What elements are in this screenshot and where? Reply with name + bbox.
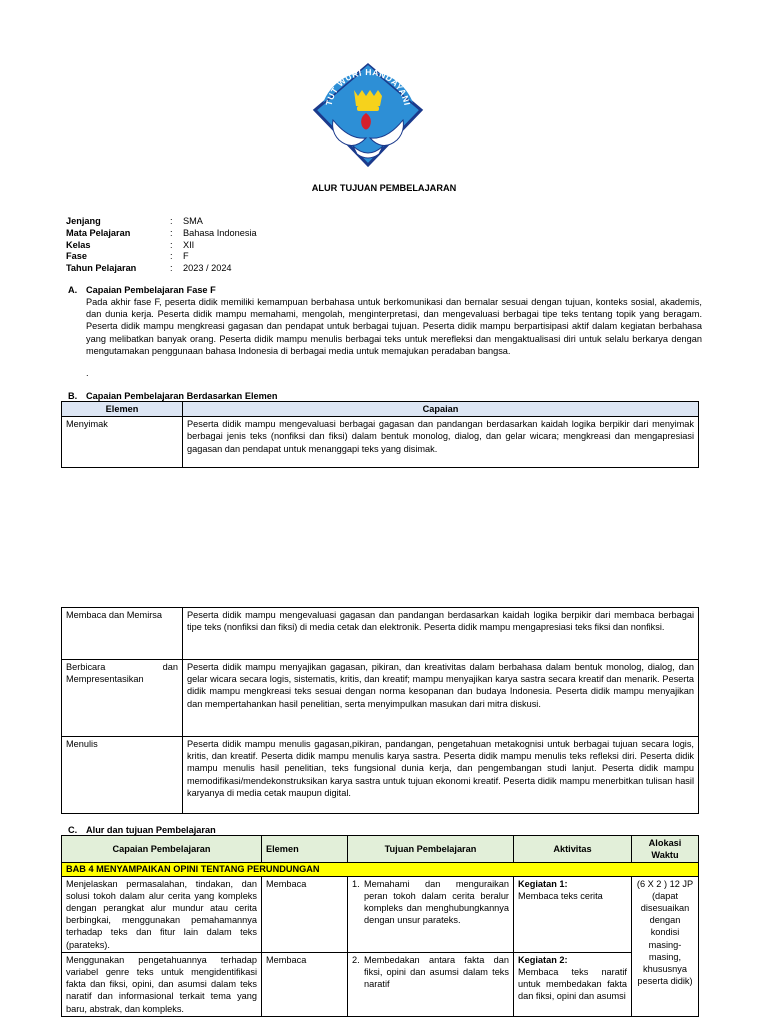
identity-colon: : xyxy=(170,263,173,274)
table-header-row xyxy=(62,402,699,417)
identity-row-mapel xyxy=(66,227,257,239)
identity-value: F xyxy=(183,251,189,262)
section-number: B. xyxy=(68,391,78,401)
elemen-cell: Menyimak xyxy=(62,417,183,468)
section-a-heading xyxy=(68,284,216,296)
aktivitas-text: Membaca teks cerita xyxy=(518,890,603,901)
capaian-elemen-table-continued xyxy=(61,607,699,814)
tut-wuri-handayani-logo xyxy=(309,60,427,170)
table-row xyxy=(62,417,699,468)
capaian-cell: Peserta didik mampu menulis gagasan,pikiran, pandangan, pengetahuan metakognisi untuk berbagai tujuan secara logis, kritis, dan kreatif. Peserta didik mampu menulis karya sastra. Peserta didik mampu menulis teks refleksi diri. Peserta didik mampu menulis hasil penelitian, teks fungsional dunia kerja, dan pengembangan studi lanjut. Peserta didik mampu memodifikasi/mendekonstruksikan karya sastra untuk tujuan ekonomi kreatif. Peserta didik mampu menerbitkan tulisan hasil karyanya di media cetak maupun digital. xyxy=(183,737,699,814)
identity-value: 2023 / 2024 xyxy=(183,263,232,274)
identity-value: Bahasa Indonesia xyxy=(183,227,257,238)
kegiatan-label: Kegiatan 1: xyxy=(518,878,568,889)
identity-key: Jenjang xyxy=(66,216,101,226)
section-title: Capaian Pembelajaran Fase F xyxy=(86,285,216,295)
identity-colon: : xyxy=(170,239,173,250)
identity-colon: : xyxy=(170,227,173,238)
section-number: A. xyxy=(68,285,78,295)
aktivitas-cell xyxy=(514,952,632,1016)
column-header-alokasi: Alokasi Waktu xyxy=(632,836,699,863)
identity-key: Tahun Pelajaran xyxy=(66,263,137,274)
elemen-cell: Membaca xyxy=(262,952,348,1016)
section-title: Capaian Pembelajaran Berdasarkan Elemen xyxy=(86,391,278,401)
chapter-title: BAB 4 MENYAMPAIKAN OPINI TENTANG PERUNDUNGAN xyxy=(62,863,699,876)
section-a-trailing-dot: . xyxy=(86,368,89,378)
tujuan-item xyxy=(352,954,509,991)
section-title: Alur dan tujuan Pembelajaran xyxy=(86,825,216,835)
tujuan-item xyxy=(352,878,509,927)
capaian-cell: Peserta didik mampu menyajikan gagasan, pikiran, dan kreativitas dalam berbahasa dalam bentuk monolog, dialog, dan gelar wicara secara logis, sistematis, kritis, dan kreatif; mampu menyajikan karya sastra secara kreatif dan menarik. Peserta didik mampu mengkreasi teks sesuai dengan norma kesopanan dan budaya Indonesia. Peserta didik mampu menyajikan dan mempertahankan hasil penelitian, serta menyimpulkan masukan dari mitra diskusi. xyxy=(183,660,699,737)
table-header-row xyxy=(62,836,699,863)
alokasi-waktu-cell: (6 X 2 ) 12 JP (dapat disesuaikan dengan kondisi masing-masing, khususnya peserta didik) xyxy=(632,876,699,1016)
identity-key: Mata Pelajaran xyxy=(66,227,131,238)
kegiatan-label: Kegiatan 2: xyxy=(518,954,568,965)
table-row xyxy=(62,952,699,1016)
identity-key: Kelas xyxy=(66,239,91,250)
capaian-cell: Menggunakan pengetahuannya terhadap variabel genre teks untuk mengidentifikasi fakta dan fiksi, opini, dan asumsi dalam teks naratif dan informasional terkait tema yang baru, abstrak, dan kompleks. xyxy=(62,952,262,1016)
elemen-cell: Menulis xyxy=(62,737,183,814)
identity-row-fase xyxy=(66,250,257,262)
tujuan-text: Memahami dan menguraikan peran tokoh dalam cerita beralur kompleks dan menghubungkannya dengan unsur parateks. xyxy=(364,878,509,926)
column-header-elemen: Elemen xyxy=(62,402,183,417)
table-row xyxy=(62,737,699,814)
column-header-elemen: Elemen xyxy=(262,836,348,863)
tujuan-cell xyxy=(348,952,514,1016)
tujuan-number: 2. xyxy=(352,954,360,965)
capaian-cell: Peserta didik mampu mengevaluasi berbagai gagasan dan pandangan berdasarkan kaidah logika berpikir dari menyimak berbagai jenis teks (nonfiksi dan fiksi) dalam bentuk monolog, dialog, dan gelar wicara; mengkreasi dan mengapresiasi gagasan dan pendapat untuk menanggapi teks yang disimak. xyxy=(183,417,699,468)
section-number: C. xyxy=(68,825,78,835)
identity-row-tahun xyxy=(66,262,257,274)
table-row xyxy=(62,660,699,737)
capaian-elemen-table xyxy=(61,401,699,468)
chapter-row xyxy=(62,863,699,876)
aktivitas-text: Membaca teks naratif untuk membedakan fakta dan fiksi, opini dan asumsi xyxy=(518,967,627,1002)
section-a-paragraph: Pada akhir fase F, peserta didik memiliki kemampuan berbahasa untuk berkomunikasi dan bernalar sesuai dengan tujuan, konteks sosial, akademis, dan dunia kerja. Peserta didik mampu memahami, mengolah, menginterpretasi, dan mengevaluasi berbagai tipe teks tentang topik yang beragam. Peserta didik mampu mengkreasi gagasan dan pendapat untuk berbagai tujuan. Peserta didik mampu berpartisipasi aktif dalam kegiatan berbahasa yang melibatkan banyak orang. Peserta didik mampu menulis berbagai teks untuk merefleksi dan mengaktualisasi diri untuk selalu berkarya dengan mengutamakan penggunaan bahasa Indonesia di berbagai media untuk memajukan peradaban bangsa. xyxy=(86,297,702,356)
tujuan-text: Membedakan antara fakta dan fiksi, opini dan asumsi dalam teks naratif xyxy=(364,954,509,990)
tujuan-cell xyxy=(348,876,514,952)
table-row xyxy=(62,876,699,952)
identity-row-jenjang xyxy=(66,215,257,227)
tujuan-number: 1. xyxy=(352,878,360,889)
alur-tujuan-table xyxy=(61,835,699,1017)
elemen-cell: Membaca xyxy=(262,876,348,952)
column-header-aktivitas: Aktivitas xyxy=(514,836,632,863)
identity-block xyxy=(66,215,257,274)
aktivitas-cell xyxy=(514,876,632,952)
column-header-capaian: Capaian Pembelajaran xyxy=(62,836,262,863)
identity-row-kelas xyxy=(66,239,257,251)
column-header-tujuan: Tujuan Pembelajaran xyxy=(348,836,514,863)
identity-key: Fase xyxy=(66,251,87,262)
capaian-cell: Peserta didik mampu mengevaluasi gagasan dan pandangan berdasarkan kaidah logika berpikir dari membaca berbagai tipe teks (nonfiksi dan fiksi) di media cetak dan elektronik. Peserta didik mampu mengapresiasi teks fiksi dan nonfiksi. xyxy=(183,608,699,660)
column-header-capaian: Capaian xyxy=(183,402,699,417)
elemen-cell: Berbicara dan Mempresentasikan xyxy=(62,660,183,737)
capaian-cell: Menjelaskan permasalahan, tindakan, dan solusi tokoh dalam alur cerita yang kompleks dengan perangkat alur mundur atau cerita berbingkai, menggunakan pemahamannya terhadap teks dan fitur lain dalam teks (parateks). xyxy=(62,876,262,952)
identity-colon: : xyxy=(170,216,173,226)
table-row xyxy=(62,608,699,660)
identity-colon: : xyxy=(170,251,173,262)
logo-motto: TUT WURI HANDAYANI xyxy=(323,66,413,107)
identity-value: XII xyxy=(183,239,195,250)
document-title: ALUR TUJUAN PEMBELAJARAN xyxy=(311,183,457,193)
identity-value: SMA xyxy=(183,216,203,226)
elemen-cell: Membaca dan Memirsa xyxy=(62,608,183,660)
